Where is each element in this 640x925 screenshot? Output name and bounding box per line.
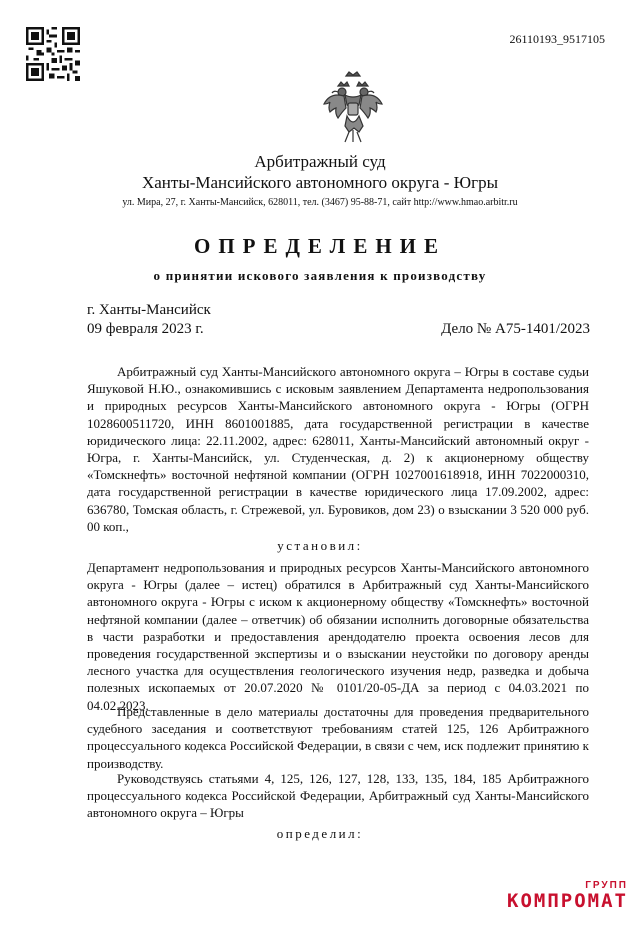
city: г. Ханты-Мансийск xyxy=(87,302,211,318)
watermark-top-text: ГРУПП xyxy=(585,880,628,891)
established-paragraph: Департамент недропользования и природных ресурсов Ханты-Мансийского автономного округа - Югры (далее – истец) обратился в Арбитражный суд Ханты-Мансийского автономного округа - Югры с иском к акционерному обществу «Томскнефть» восточной нефтяной компании (далее – ответчик) об обязании исполнить договорные обязательства в части разработки и предоставления арендодателю проекта освоения лесов для проведения государственной экспертизы и о взыскании неустойки по договору аренды лесного участка для осуществления геологического изучения недр, разведка и добыча полезных ископаемых от 20.07.2020 № 0101/20-05-ДА за период с 04.03.2021 по 04.02.2023. xyxy=(87,560,589,713)
court-region: Ханты-Мансийского автономного округа - Югры xyxy=(141,173,499,192)
qr-code xyxy=(26,27,80,81)
case-number: Дело № А75-1401/2023 xyxy=(441,321,590,337)
document-id: 26110193_9517105 xyxy=(509,32,605,46)
watermark-logo xyxy=(468,880,628,914)
section-determined-heading: определил: xyxy=(276,826,364,841)
court-address: ул. Мира, 27, г. Ханты-Мансийск, 628011, тел. (3467) 95-88-71, сайт http://www.hmao.arbitr.ru xyxy=(122,197,518,208)
coat-of-arms-icon xyxy=(322,70,384,146)
watermark-main-text: КОМПРОМАТ xyxy=(507,890,628,912)
document-subtitle: о принятии искового заявления к производству xyxy=(153,268,487,283)
materials-paragraph: Представленные в дело материалы достаточны для проведения предварительного судебного заседания и соответствуют требованиям статей 125, 126 Арбитражного процессуального кодекса Российской Федерации, в связи с чем, иск подлежит принятию к производству. xyxy=(87,704,589,771)
document-date: 09 февраля 2023 г. xyxy=(87,321,204,337)
court-name: Арбитражный суд xyxy=(254,152,386,171)
intro-paragraph: Арбитражный суд Ханты-Мансийского автономного округа – Югры в составе судьи Яшуковой Н.Ю., ознакомившись с исковым заявлением Департамента недропользования и природных ресурсов Ханты-Мансийского автономного округа - Югры (ОГРН 1028600511720, ИНН 8601001885, дата государственной регистрации в качестве юридического лица: 22.11.2002, адрес: 628011, Ханты-Мансийский автономный округ - Югра, г. Ханты-Мансийск, ул. Студенческая, д. 2) к акционерному обществу «Томскнефть» восточной нефтяной компании (ОГРН 1027001618918, ИНН 7022000310, дата государственной регистрации в качестве юридического лица 17.09.2002, адрес: 636780, Томская область, г. Стрежевой, ул. Буровиков, дом 23) о взыскании 3 520 000 руб. 00 коп., xyxy=(87,364,589,534)
section-established-heading: установил: xyxy=(277,538,363,553)
guided-paragraph: Руководствуясь статьями 4, 125, 126, 127, 128, 133, 135, 184, 185 Арбитражного процессуального кодекса Российской Федерации, Арбитражный суд Ханты-Мансийского автономного округа – Югры xyxy=(87,771,589,821)
document-title: ОПРЕДЕЛЕНИЕ xyxy=(193,234,446,258)
